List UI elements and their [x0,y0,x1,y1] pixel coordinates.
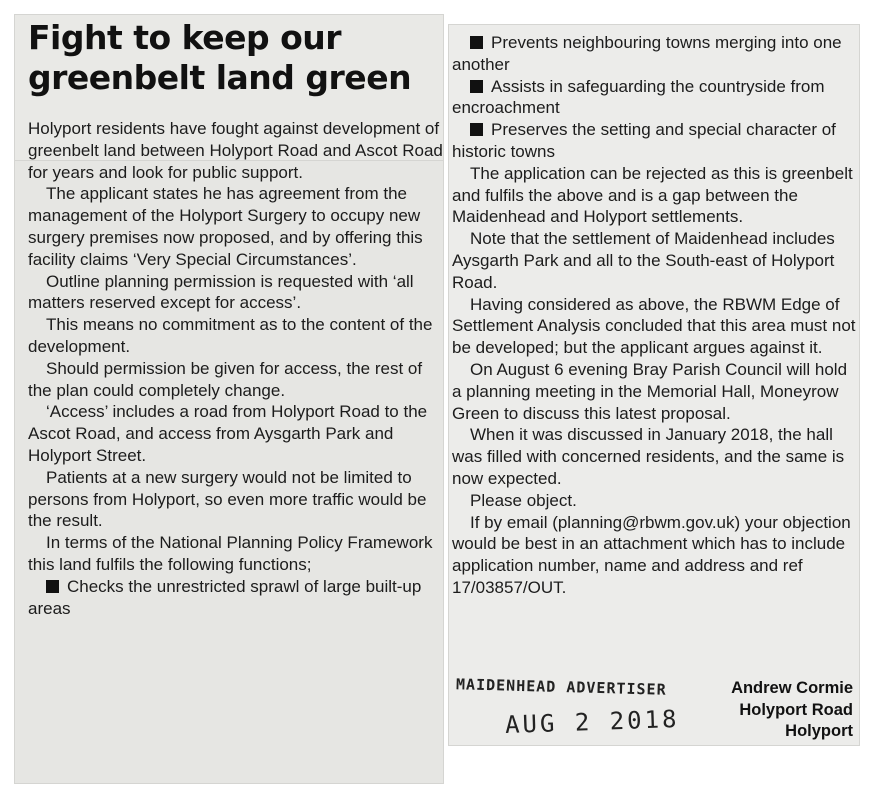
paragraph [28,183,444,270]
article-right-column [452,32,857,599]
paragraph-text: Checks the unrestricted sprawl of large built-up areas [28,576,422,618]
square-bullet-icon [470,123,483,136]
paragraph [452,424,857,489]
square-bullet-icon [470,80,483,93]
paragraph-text: If by email (planning@rbwm.gov.uk) your objection would be best in an attachment which has to include application number, name and address and ref 17/03857/OUT. [452,512,851,597]
paragraph [28,467,444,532]
paragraph-text: Having considered as above, the RBWM Edge of Settlement Analysis concluded that this area must not be developed; but the applicant argues against it. [452,294,856,358]
article-left-column [28,118,444,619]
signature-street: Holyport Road [739,700,853,719]
paragraph-text: This means no commitment as to the content of the development. [28,315,433,356]
paragraph-text: Holyport residents have fought against development of greenbelt land between Holyport Road and Ascot Road for years and look for public support. [28,119,443,182]
paragraph-text: ‘Access’ includes a road from Holyport Road to the Ascot Road, and access from Aysgarth Park and Holyport Street. [28,402,428,465]
paragraph [452,294,857,359]
paragraph-text: In terms of the National Planning Policy Framework this land fulfils the following functions; [28,533,433,574]
paragraph [452,163,857,228]
signature-town: Holyport [785,722,853,740]
square-bullet-icon [470,36,483,49]
article-headline: Fight to keep our greenbelt land green [28,18,412,97]
signature-name: Andrew Cormie [731,679,853,697]
paragraph-text: The applicant states he has agreement from the management of the Holyport Surgery to occupy new surgery premises now proposed, and by offering this facility claims ‘Very Special Circumstances’. [28,184,423,269]
paragraph-text: Assists in safeguarding the countryside from encroachment [452,76,825,118]
paragraph-text: Outline planning permission is requested with ‘all matters reserved except for access’. [28,271,414,313]
paragraph-text: Please object. [470,490,577,510]
paragraph-text: When it was discussed in January 2018, the hall was filled with concerned residents, and the same is now expected. [452,425,845,488]
paragraph-text: The application can be rejected as this is greenbelt and fulfils the above and is a gap between the Maidenhead and Holyport settlements. [452,163,853,227]
bullet-paragraph [452,76,857,120]
paragraph-text: Patients at a new surgery would not be limited to persons from Holyport, so even more traffic would be the result. [28,467,427,531]
paragraph [28,532,444,576]
paragraph [28,401,444,466]
paragraph-text: Note that the settlement of Maidenhead includes Aysgarth Park and all to the South-east of Holyport Road. [452,229,835,292]
paragraph [28,358,444,402]
paragraph [28,314,444,358]
bullet-paragraph [28,576,444,620]
bullet-paragraph [452,119,857,163]
bullet-paragraph [452,32,857,76]
paragraph-text: On August 6 evening Bray Parish Council will hold a planning meeting in the Memorial Hall, Moneyrow Green to discuss this latest proposal. [452,359,848,423]
handwritten-date: AUG 2 2018 [504,704,680,740]
paragraph-text: Preserves the setting and special character of historic towns [452,120,836,161]
paragraph-text: Should permission be given for access, the rest of the plan could completely change. [28,358,423,400]
paragraph [28,118,444,183]
square-bullet-icon [46,580,59,593]
paragraph [28,271,444,315]
signature-block [731,678,853,743]
paragraph [452,512,857,599]
paragraph-text: Prevents neighbouring towns merging into one another [452,33,842,74]
paragraph [452,359,857,424]
paragraph [452,490,857,512]
handwritten-newspaper-name: MAIDENHEAD ADVERTISER [455,675,667,699]
paragraph [452,228,857,293]
